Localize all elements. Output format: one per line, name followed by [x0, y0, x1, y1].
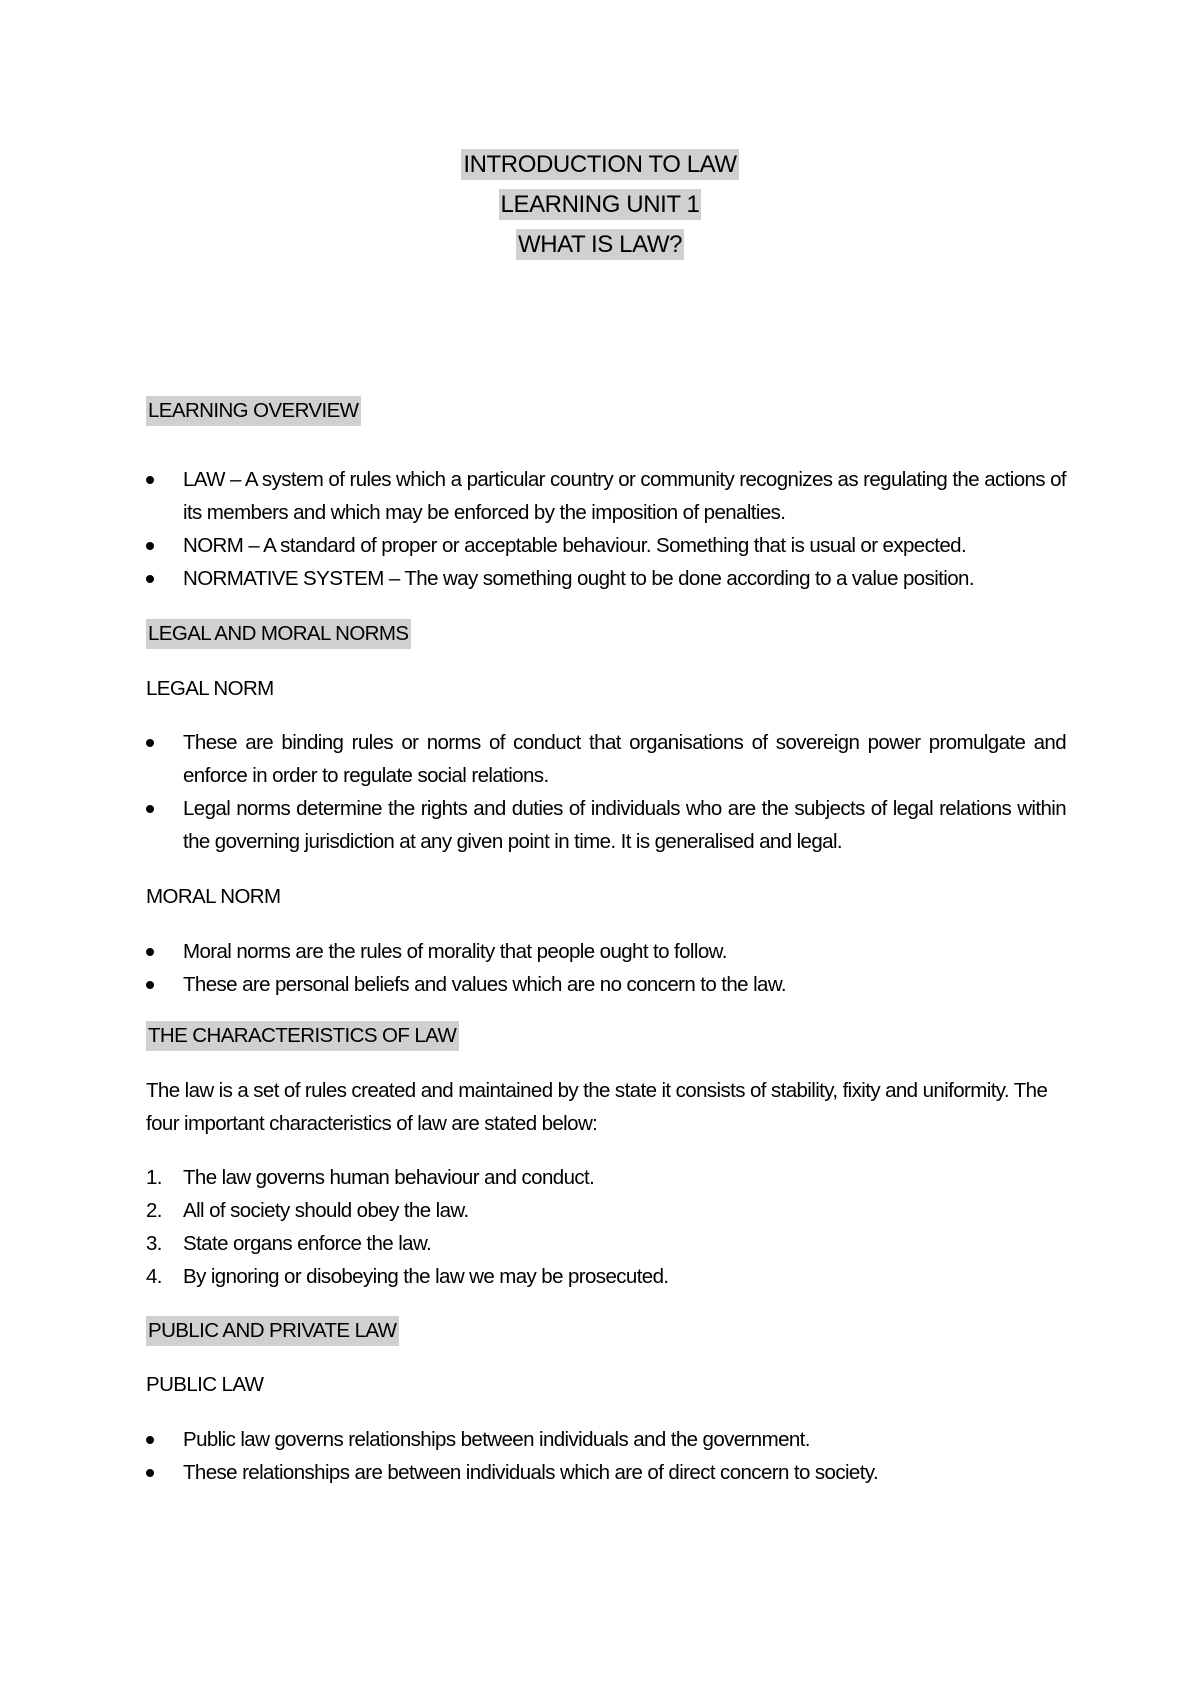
subheading-legal-norm: LEGAL NORM	[146, 677, 274, 700]
learning-overview-list	[146, 463, 1066, 595]
item-number: 2.	[146, 1199, 162, 1222]
bullet-icon	[146, 805, 154, 813]
section-heading-public-private-law: PUBLIC AND PRIVATE LAW	[146, 1316, 399, 1346]
list-item: These are binding rules or norms of conduct that organisations of sovereign power promulgate and enforce in order to regulate social relations.	[146, 726, 1066, 792]
moral-norm-list	[146, 935, 1066, 1001]
item-number: 1.	[146, 1166, 162, 1189]
list-item: LAW – A system of rules which a particular country or community recognizes as regulating the actions of its members and which may be enforced by the imposition of penalties.	[146, 463, 1066, 529]
section-heading-characteristics: THE CHARACTERISTICS OF LAW	[146, 1021, 459, 1051]
list-item: Public law governs relationships between individuals and the government.	[146, 1423, 1066, 1456]
list-item: NORM – A standard of proper or acceptable behaviour. Something that is usual or expected.	[146, 529, 1066, 562]
item-number: 3.	[146, 1232, 162, 1255]
title-line-1: INTRODUCTION TO LAW	[463, 151, 737, 178]
bullet-icon	[146, 542, 154, 550]
legal-norm-list	[146, 726, 1066, 858]
numbered-item: 2. All of society should obey the law.	[146, 1194, 1066, 1227]
bullet-icon	[146, 1436, 154, 1444]
title-line-3: WHAT IS LAW?	[517, 231, 683, 258]
characteristics-list	[146, 1161, 1066, 1293]
section-heading-learning-overview: LEARNING OVERVIEW	[146, 396, 361, 426]
bullet-icon	[146, 981, 154, 989]
bullet-icon	[146, 575, 154, 583]
numbered-item: 3. State organs enforce the law.	[146, 1227, 1066, 1260]
list-item: These are personal beliefs and values which are no concern to the law.	[146, 968, 1066, 1001]
document-title	[0, 145, 1200, 265]
bullet-icon	[146, 1469, 154, 1477]
subheading-moral-norm: MORAL NORM	[146, 885, 281, 908]
public-law-list	[146, 1423, 1066, 1489]
title-line-2: LEARNING UNIT 1	[500, 191, 700, 218]
subheading-public-law: PUBLIC LAW	[146, 1373, 264, 1396]
bullet-icon	[146, 739, 154, 747]
numbered-item: 1. The law governs human behaviour and conduct.	[146, 1161, 1066, 1194]
list-item: These relationships are between individuals which are of direct concern to society.	[146, 1456, 1066, 1489]
numbered-item: 4. By ignoring or disobeying the law we may be prosecuted.	[146, 1260, 1066, 1293]
bullet-icon	[146, 476, 154, 484]
bullet-icon	[146, 948, 154, 956]
characteristics-intro: The law is a set of rules created and maintained by the state it consists of stability, fixity and uniformity. The four important characteristics of law are stated below:	[146, 1079, 1048, 1135]
list-item: Legal norms determine the rights and duties of individuals who are the subjects of legal relations within the governing jurisdiction at any given point in time. It is generalised and legal.	[146, 792, 1066, 858]
list-item: NORMATIVE SYSTEM – The way something ought to be done according to a value position.	[146, 562, 1066, 595]
section-heading-legal-moral-norms: LEGAL AND MORAL NORMS	[146, 619, 411, 649]
list-item: Moral norms are the rules of morality that people ought to follow.	[146, 935, 1066, 968]
item-number: 4.	[146, 1265, 162, 1288]
